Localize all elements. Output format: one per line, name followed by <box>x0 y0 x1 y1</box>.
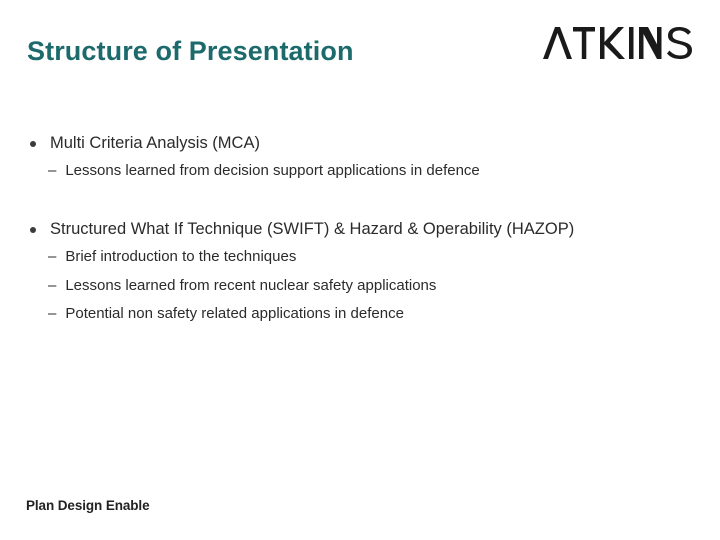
dash-icon: – <box>48 162 57 179</box>
sub-bullet-text: Brief introduction to the techniques <box>65 248 297 265</box>
bullet-text: Multi Criteria Analysis (MCA) <box>50 134 260 152</box>
bullet-text: Structured What If Technique (SWIFT) & Hazard & Operability (HAZOP) <box>50 220 575 238</box>
sub-bullet-item <box>48 305 404 322</box>
dash-icon: – <box>48 248 57 265</box>
sub-bullet-text: Lessons learned from decision support applications in defence <box>65 162 480 179</box>
bullet-item <box>30 220 574 239</box>
dash-icon: – <box>48 277 57 294</box>
bullet-item <box>30 134 260 153</box>
sub-bullet-item <box>48 248 296 265</box>
slide-title: Structure of Presentation <box>27 36 354 66</box>
footer-tagline: Plan Design Enable <box>26 498 150 513</box>
sub-bullet-text: Lessons learned from recent nuclear safety applications <box>65 277 437 294</box>
sub-bullet-item <box>48 277 436 294</box>
sub-bullet-item <box>48 162 480 179</box>
bullet-dot-icon <box>30 141 36 147</box>
atkins-logo <box>543 27 695 59</box>
sub-bullet-text: Potential non safety related applications in defence <box>65 305 404 322</box>
dash-icon: – <box>48 305 57 322</box>
bullet-dot-icon <box>30 227 36 233</box>
